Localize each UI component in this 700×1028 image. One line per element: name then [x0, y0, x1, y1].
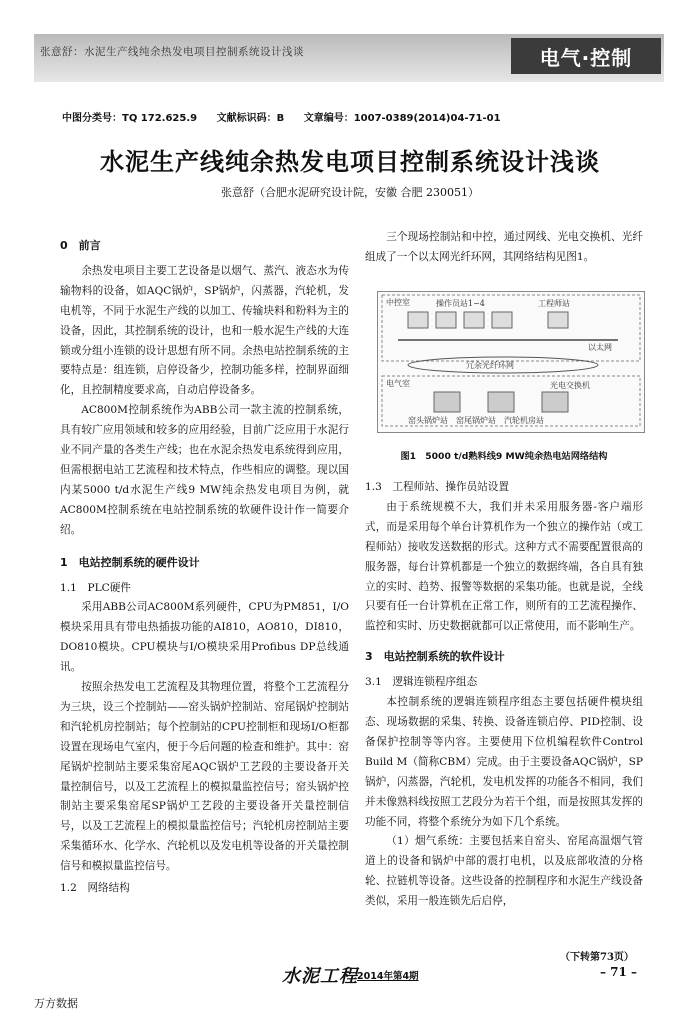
paragraph: 余热发电项目主要工艺设备是以烟气、蒸汽、液态水为传输物料的设备，如AQC锅炉，SP锅炉，闪蒸器，汽轮机，发电机等，不同于水泥生产线的以加工、传输块料和粉料为主的设备，因此，其控制系统的设计，也和一般水泥生产线的大连锁或分组小连锁的设计思想有所不同。余热电站控制系统的主要特点是：组连锁，启停设备少，控制功能多样，控制界面细化，且控制精度要求高，自动启停设备多。 [60, 264, 349, 397]
paragraph: （1）烟气系统：主要包括来自窑头、窑尾高温烟气管道上的设备和锅炉中部的震打电机，以及底部收渣的分格轮、拉链机等设备。这些设备的控制程序和水泥生产线设备类似，采用一般连锁先后启停， [365, 835, 643, 908]
paragraph: AC800M控制系统作为ABB公司一款主流的控制系统，具有较广应用领域和较多的应用经验，目前广泛应用于水泥行业不同产量的各类生产线；也在水泥余热发电系统得到应用，但需根据电站工艺流程和技术特点，作些相应的调整。现以国内某5000 t/d水泥生产线9 MW纯余热发电项目为例，就AC800M控制系统在电站控制系统的软硬件设计作一简要介绍。 [60, 404, 349, 536]
author-line: 张意舒（合肥水泥研究设计院，安徽 合肥 230051） [221, 186, 479, 199]
page-number: – 71 – [600, 965, 638, 979]
clc-number: 中图分类号：TQ 172.625.9 [62, 113, 198, 124]
workstation-4 [492, 312, 512, 328]
paragraph: 三个现场控制站和中控，通过网线、光电交换机、光纤组成了一个以太网光纤环网，其网络结构见图1。 [365, 231, 643, 263]
paragraph: 采用ABB公司AC800M系列硬件，CPU为PM851，I/O模块采用具有带电热插拔功能的AI810，AO810，DI810，DO810模块。CPU模块与I/O模块采用Profibus DP总线通讯。 [60, 601, 349, 674]
label-fiber-ring: 冗余光纤环网 [466, 361, 514, 370]
heading-preface: 0 前言 [60, 239, 101, 252]
label-optical-switch: 光电交换机 [550, 381, 590, 390]
network-figure [377, 291, 645, 433]
left-column [60, 228, 349, 899]
paragraph: 由于系统规模不大，我们并未采用服务器-客户端形式，而是采用每个单台计算机作为一个独立的操作站（或工程师站）接收发送数据的形式。这种方式不需要配置很高的服务器，每台计算机都是一个独立的数据终端，各自具有独立的实时、趋势、报警等数据的采集功能。也就是说，全线只要有任一台计算机在正常工作，则所有的工艺流程操作、监控和实时、历史数据就都可以正常使用，而不影响生产。 [365, 500, 643, 633]
heading-logic: 3.1 逻辑连锁程序组态 [365, 676, 478, 689]
article-title: 水泥生产线纯余热发电项目控制系统设计浅谈 [100, 148, 600, 176]
cabinet-3 [542, 392, 568, 412]
label-ethernet: 以太网 [588, 343, 612, 352]
figure-caption: 图1 5000 t/d熟料线9 MW纯余热电站网络结构 [400, 451, 608, 462]
heading-software: 3 电站控制系统的软件设计 [365, 650, 505, 664]
cabinet-1 [434, 392, 460, 412]
article-number: 文章编号：1007-0389(2014)04-71-01 [303, 113, 501, 124]
label-control-room: 中控室 [386, 298, 410, 307]
paragraph: 按照余热发电工艺流程及其物理位置，将整个工艺流程分为三块，设三个控制站——窑头锅炉控制站、窑尾锅炉控制站和汽轮机房控制站；每个控制站的CPU控制柜和现场I/O柜都设置在现场电气室内，便于今后问题的检查和维护。其中：窑尾锅炉控制站主要采集窑尾AQC锅炉工艺段的主要设备开关量控制信号，以及工艺流程上的模拟量监控信号；窑头锅炉控制站主要采集窑尾SP锅炉工艺段的主要设备开关量控制信号，以及工艺流程上的模拟量监控信号；汽轮机房控制站主要采集循环水、化学水、汽轮机以及发电机等设备的开关量控制信号和模拟量监控信号。 [60, 681, 349, 873]
footer-issue: 2014年第4期 [357, 971, 419, 982]
label-field-stations: 窑头锅炉站 窑尾锅炉站 汽轮机房站 [408, 416, 544, 425]
heading-plc: 1.1 PLC硬件 [60, 581, 131, 594]
label-electrical-room: 电气室 [386, 379, 410, 388]
field-cabinets [434, 392, 568, 412]
workstations [408, 312, 568, 328]
right-column-top [365, 228, 643, 268]
document-code: 文献标识码：B [216, 113, 285, 124]
heading-hardware: 1 电站控制系统的硬件设计 [60, 555, 200, 569]
cabinet-2 [488, 392, 514, 412]
continue-note: （下转第73页） [560, 952, 634, 963]
workstation-3 [464, 312, 484, 328]
label-engineer-station: 工程师站 [538, 299, 570, 308]
network-diagram [378, 292, 644, 432]
workstation-2 [436, 312, 456, 328]
watermark: 万方数据 [34, 997, 78, 1010]
heading-network: 1.2 网络结构 [60, 882, 130, 895]
workstation-1 [408, 312, 428, 328]
workstation-5 [548, 312, 568, 328]
running-title: 张意舒：水泥生产线纯余热发电项目控制系统设计浅谈 [40, 46, 304, 58]
heading-stations: 1.3 工程师站、操作员站设置 [365, 481, 509, 493]
section-tag: 电气·控制 [511, 38, 661, 74]
meta-line [62, 109, 517, 124]
right-column-bottom [365, 476, 643, 912]
paragraph: 本控制系统的逻辑连锁程序组态主要包括硬件模块组态、现场数据的采集、转换、设备连锁启停、PID控制、设备保护控制等等内容。主要使用下位机编程软件Control Build M（简称CBM）完成。由于主要设备AQC锅炉，SP锅炉，闪蒸器，汽轮机，发电机发挥的功能各不相同，我们并未像熟料线按照工艺段分为若干个组，而是按照其发挥的功能不同，将整个系统分为如下几个系统。 [365, 696, 643, 828]
footer-journal-name: 水泥工程 [282, 966, 358, 987]
label-operator-stations: 操作员站1~4 [436, 299, 485, 308]
